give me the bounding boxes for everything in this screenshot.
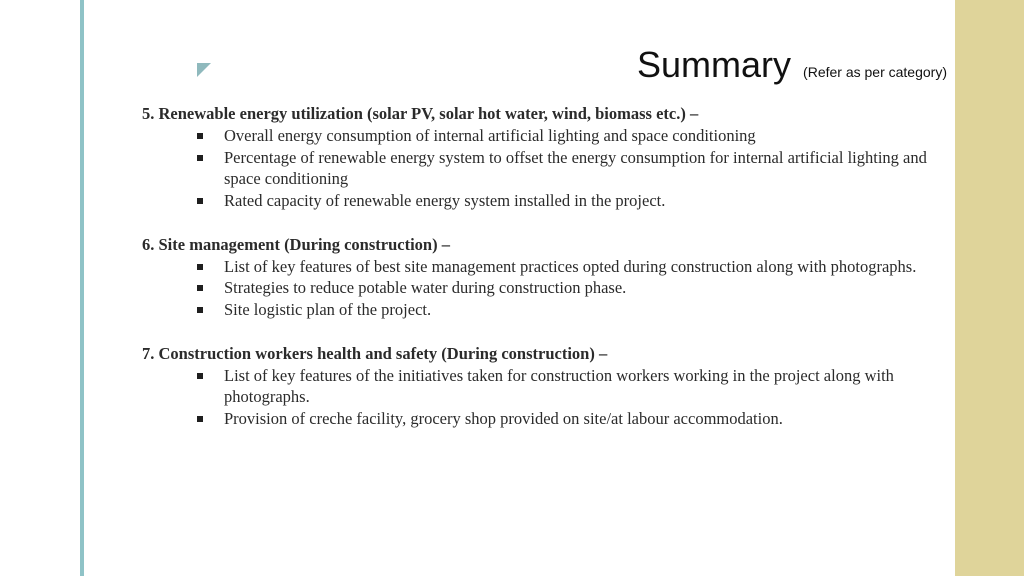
list-item xyxy=(142,147,952,191)
list-item-text: Provision of creche facility, grocery shop provided on site/at labour accommodation. xyxy=(224,409,783,429)
section-heading: 5. Renewable energy utilization (solar PV, solar hot water, wind, biomass etc.) – xyxy=(142,104,699,123)
square-bullet-icon xyxy=(197,264,203,270)
list-item-text: List of key features of the initiatives taken for construction workers working in the project along with photographs. xyxy=(224,365,894,407)
list-item xyxy=(142,299,952,321)
square-bullet-icon xyxy=(197,155,203,161)
bullet-list xyxy=(142,256,952,321)
list-item-text: Overall energy consumption of internal artificial lighting and space conditioning xyxy=(224,125,756,145)
right-accent-band xyxy=(955,0,1024,576)
square-bullet-icon xyxy=(197,373,203,379)
slide-subtitle: (Refer as per category) xyxy=(803,64,947,80)
square-bullet-icon xyxy=(197,198,203,204)
left-accent-rule xyxy=(80,0,84,576)
list-item-text: Strategies to reduce potable water during construction phase. xyxy=(224,278,627,298)
section-site-management xyxy=(142,234,952,321)
bullet-list xyxy=(142,365,952,430)
list-item xyxy=(142,190,952,212)
section-heading: 6. Site management (During construction) – xyxy=(142,234,450,254)
list-item-text: Percentage of renewable energy system to offset the energy consumption for internal artificial lighting and space conditioning xyxy=(224,147,927,189)
corner-triangle-icon xyxy=(197,63,211,77)
section-workers-health-safety xyxy=(142,343,952,430)
list-item xyxy=(142,365,952,409)
square-bullet-icon xyxy=(197,133,203,139)
summary-content xyxy=(142,103,952,452)
slide-title: Summary xyxy=(637,44,792,85)
list-item xyxy=(142,125,952,147)
square-bullet-icon xyxy=(197,285,203,291)
list-item-text: List of key features of best site management practices opted during construction along with photographs. xyxy=(224,256,917,276)
bullet-list xyxy=(142,125,952,212)
list-item xyxy=(142,277,952,299)
list-item xyxy=(142,408,952,430)
square-bullet-icon xyxy=(197,416,203,422)
section-renewable-energy xyxy=(142,103,952,212)
title-row xyxy=(637,44,947,86)
list-item-text: Site logistic plan of the project. xyxy=(224,300,432,320)
list-item xyxy=(142,256,952,278)
square-bullet-icon xyxy=(197,307,203,313)
list-item-text: Rated capacity of renewable energy system installed in the project. xyxy=(224,191,666,211)
section-heading: 7. Construction workers health and safety (During construction) – xyxy=(142,343,608,363)
